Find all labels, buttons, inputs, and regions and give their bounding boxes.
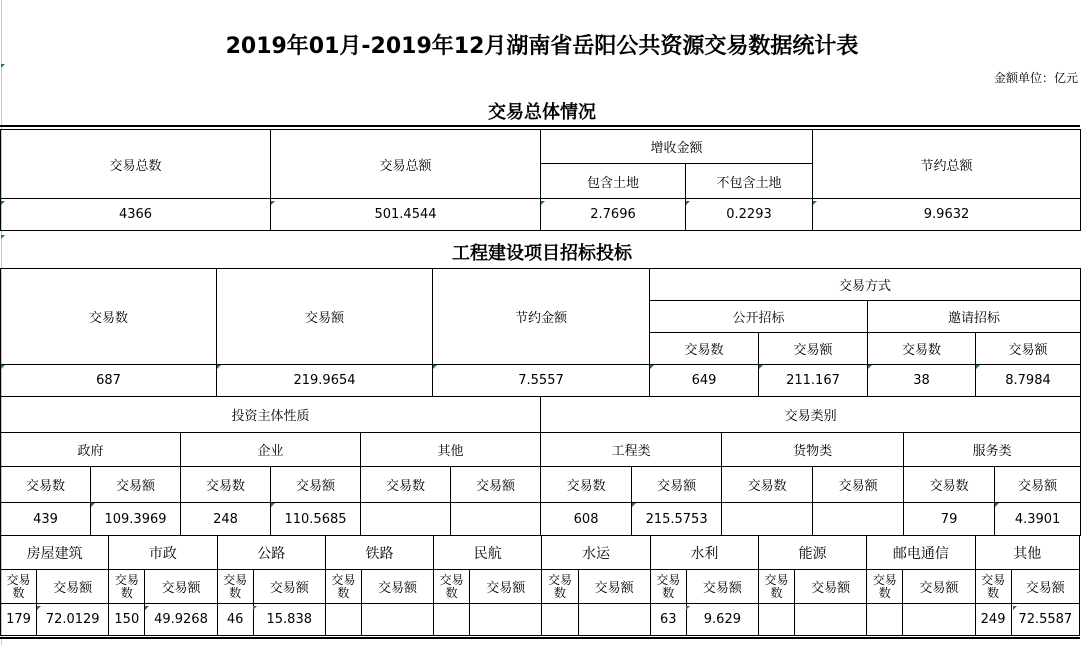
cell-marker-icon <box>145 606 149 610</box>
header-category: 交易类别 <box>541 397 1081 433</box>
value-other-amount <box>451 503 541 536</box>
value-total-count: 4366 <box>1 199 271 231</box>
industry-count-header: 交易数 <box>975 570 1011 604</box>
industry-name: 其他 <box>975 536 1079 570</box>
industry-amount: 72.5587 <box>1011 604 1079 636</box>
value-invite-amount: 8.7984 <box>976 365 1081 397</box>
value-service-count: 79 <box>904 503 995 536</box>
cell-marker-icon <box>91 503 95 507</box>
value-invite-count: 38 <box>868 365 976 397</box>
cell-marker-icon <box>759 365 763 369</box>
industry-name: 水运 <box>542 536 650 570</box>
value-ent-count: 248 <box>181 503 271 536</box>
industry-count <box>867 604 903 636</box>
header-invite-tender: 邀请招标 <box>868 301 1081 333</box>
header-service: 服务类 <box>904 433 1081 467</box>
engineering-table <box>0 268 1081 397</box>
header-ent-count: 交易数 <box>181 467 271 503</box>
value-count: 687 <box>1 365 217 397</box>
industry-amount-header: 交易额 <box>145 570 217 604</box>
value-gov-count: 439 <box>1 503 91 536</box>
investor-category-table <box>0 396 1081 536</box>
industry-count: 150 <box>109 604 145 636</box>
header-amount: 交易额 <box>217 269 433 365</box>
header-increase: 增收金额 <box>541 130 813 164</box>
industry-count <box>434 604 470 636</box>
industry-count: 179 <box>1 604 37 636</box>
industry-amount: 15.838 <box>253 604 325 636</box>
value-saving-amount: 7.5557 <box>433 365 650 397</box>
value-open-amount: 211.167 <box>759 365 868 397</box>
industry-count-header: 交易数 <box>758 570 794 604</box>
industry-count-header: 交易数 <box>867 570 903 604</box>
industry-count: 46 <box>217 604 253 636</box>
industry-count <box>325 604 361 636</box>
industry-name: 市政 <box>109 536 217 570</box>
header-invite-count: 交易数 <box>868 333 976 365</box>
header-goods: 货物类 <box>722 433 904 467</box>
header-total-amount: 交易总额 <box>271 130 541 199</box>
industry-name-row <box>1 536 1080 570</box>
industry-name: 邮电通信 <box>867 536 975 570</box>
cell-marker-icon <box>976 365 980 369</box>
industry-count-header: 交易数 <box>1 570 37 604</box>
section-title-engineering: 工程建设项目招标投标 <box>452 243 632 264</box>
value-open-count: 649 <box>650 365 759 397</box>
value-incl-land: 2.7696 <box>541 199 686 231</box>
industry-count-header: 交易数 <box>434 570 470 604</box>
value-amount: 219.9654 <box>217 365 433 397</box>
header-invite-amount: 交易额 <box>976 333 1081 365</box>
value-gov-amount: 109.3969 <box>91 503 181 536</box>
industry-amount-header: 交易额 <box>361 570 433 604</box>
header-total-count: 交易总数 <box>1 130 271 199</box>
cell-marker-icon <box>686 201 690 205</box>
header-gov: 政府 <box>1 433 181 467</box>
header-eng: 工程类 <box>541 433 722 467</box>
industry-name: 能源 <box>758 536 866 570</box>
industry-table <box>0 535 1080 636</box>
header-other-amount: 交易额 <box>451 467 541 503</box>
cell-marker-icon <box>1 201 5 205</box>
header-count: 交易数 <box>1 269 217 365</box>
header-saving-amount: 节约金额 <box>433 269 650 365</box>
header-goods-amount: 交易额 <box>813 467 904 503</box>
industry-count-header: 交易数 <box>217 570 253 604</box>
industry-count-header: 交易数 <box>325 570 361 604</box>
cell-marker-icon <box>813 201 817 205</box>
industry-name: 铁路 <box>325 536 433 570</box>
industry-amount <box>361 604 433 636</box>
value-excl-land: 0.2293 <box>686 199 813 231</box>
value-ent-amount: 110.5685 <box>271 503 361 536</box>
industry-name: 水利 <box>650 536 758 570</box>
industry-amount <box>470 604 542 636</box>
header-open-amount: 交易额 <box>759 333 868 365</box>
industry-amount-header: 交易额 <box>795 570 867 604</box>
industry-count: 249 <box>975 604 1011 636</box>
industry-count-header: 交易数 <box>109 570 145 604</box>
industry-count-header: 交易数 <box>650 570 686 604</box>
industry-amount <box>795 604 867 636</box>
header-open-tender: 公开招标 <box>650 301 868 333</box>
industry-count: 63 <box>650 604 686 636</box>
industry-amount-header: 交易额 <box>253 570 325 604</box>
overview-table <box>0 129 1081 231</box>
header-other-count: 交易数 <box>361 467 451 503</box>
header-goods-count: 交易数 <box>722 467 813 503</box>
value-goods-count <box>722 503 813 536</box>
industry-count <box>758 604 794 636</box>
header-ent-amount: 交易额 <box>271 467 361 503</box>
value-eng-amount: 215.5753 <box>632 503 722 536</box>
cell-marker-icon <box>1 235 5 239</box>
value-saving: 9.9632 <box>813 199 1081 231</box>
header-mode: 交易方式 <box>650 269 1081 301</box>
industry-amount-header: 交易额 <box>578 570 650 604</box>
industry-amount <box>578 604 650 636</box>
header-ent: 企业 <box>181 433 361 467</box>
cell-marker-icon <box>37 606 41 610</box>
cell-marker-icon <box>1 64 5 68</box>
industry-amount: 9.629 <box>686 604 758 636</box>
industry-name: 房屋建筑 <box>1 536 109 570</box>
industry-name: 公路 <box>217 536 325 570</box>
header-excl-land: 不包含土地 <box>686 164 813 199</box>
header-service-count: 交易数 <box>904 467 995 503</box>
cell-marker-icon <box>217 365 221 369</box>
cell-marker-icon <box>1013 606 1017 610</box>
industry-count <box>542 604 578 636</box>
cell-marker-icon <box>541 201 545 205</box>
industry-name: 民航 <box>434 536 542 570</box>
header-gov-count: 交易数 <box>1 467 91 503</box>
cell-marker-icon <box>433 365 437 369</box>
unit-label: 金额单位：亿元 <box>993 71 1078 85</box>
header-service-amount: 交易额 <box>995 467 1081 503</box>
cell-marker-icon <box>686 606 690 610</box>
value-eng-count: 608 <box>541 503 632 536</box>
industry-amount: 72.0129 <box>37 604 109 636</box>
industry-count-header: 交易数 <box>542 570 578 604</box>
industry-amount-header: 交易额 <box>1011 570 1079 604</box>
page-title: 2019年01月-2019年12月湖南省岳阳公共资源交易数据统计表 <box>225 34 859 59</box>
cell-marker-icon <box>271 201 275 205</box>
cell-marker-icon <box>995 503 999 507</box>
cell-marker-icon <box>868 365 872 369</box>
industry-amount-header: 交易额 <box>470 570 542 604</box>
industry-value-row <box>1 604 1080 636</box>
section-title-overview: 交易总体情况 <box>488 102 596 123</box>
header-eng-count: 交易数 <box>541 467 632 503</box>
cell-marker-icon <box>253 606 257 610</box>
cell-marker-icon <box>632 503 636 507</box>
header-saving: 节约总额 <box>813 130 1081 199</box>
header-other-investor: 其他 <box>361 433 541 467</box>
value-goods-amount <box>813 503 904 536</box>
value-total-amount: 501.4544 <box>271 199 541 231</box>
industry-subheader-row <box>1 570 1080 604</box>
header-open-count: 交易数 <box>650 333 759 365</box>
cell-marker-icon <box>271 503 275 507</box>
header-investor: 投资主体性质 <box>1 397 541 433</box>
header-eng-amount: 交易额 <box>632 467 722 503</box>
industry-amount: 49.9268 <box>145 604 217 636</box>
industry-amount-header: 交易额 <box>903 570 975 604</box>
industry-amount <box>903 604 975 636</box>
header-gov-amount: 交易额 <box>91 467 181 503</box>
cell-marker-icon <box>650 365 654 369</box>
value-service-amount: 4.3901 <box>995 503 1081 536</box>
cell-marker-icon <box>1 365 5 369</box>
industry-amount-header: 交易额 <box>686 570 758 604</box>
industry-amount-header: 交易额 <box>37 570 109 604</box>
header-incl-land: 包含土地 <box>541 164 686 199</box>
value-other-count <box>361 503 451 536</box>
